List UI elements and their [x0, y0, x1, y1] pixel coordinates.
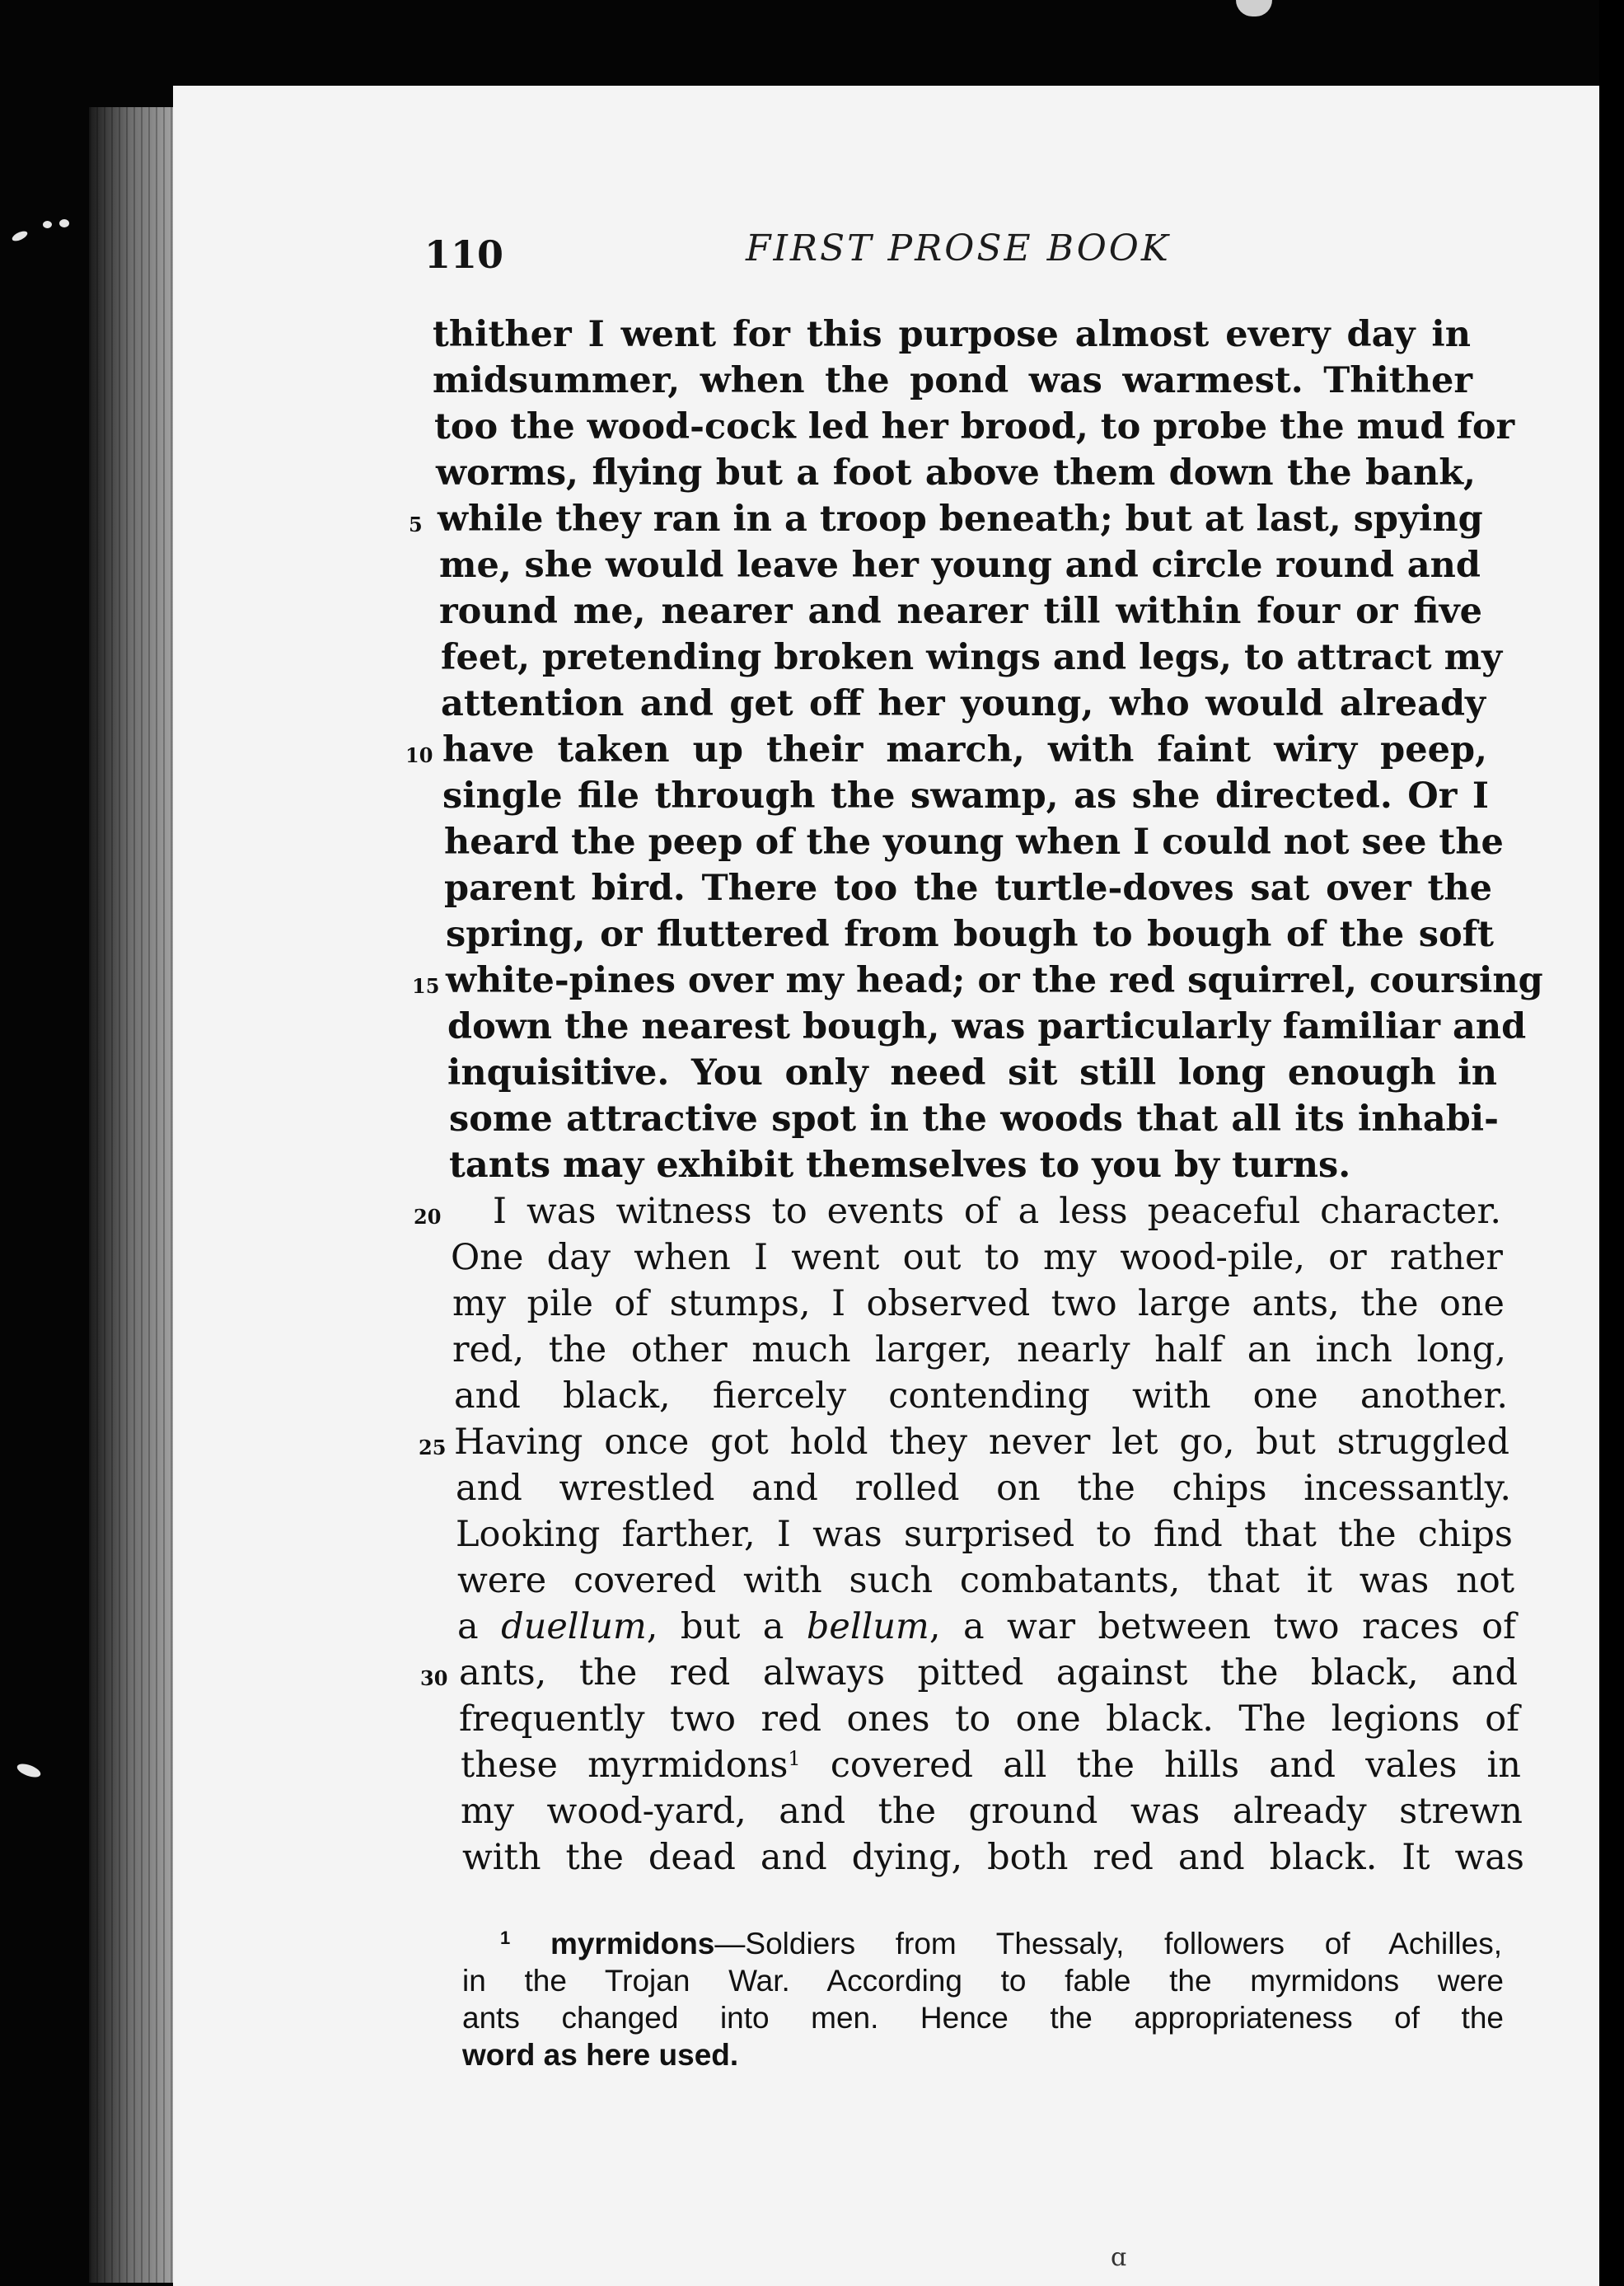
text-line: midsummer, when the pond was warmest. Thither: [433, 360, 1472, 401]
text-line: and wrestled and rolled on the chips incessantly.: [456, 1468, 1511, 1509]
italic-word-bellum: bellum: [806, 1606, 929, 1647]
text-line: my pile of stumps, I observed two large ants, the one: [452, 1283, 1505, 1324]
text-line: too the wood-cock led her brood, to probe the mud for: [434, 406, 1515, 447]
text-line: I was witness to events of a less peaceful character.: [493, 1191, 1501, 1232]
line-number: 5: [409, 513, 423, 536]
footnote-text: word as here used.: [462, 2038, 739, 2072]
text-line: thither I went for this purpose almost every day in: [433, 314, 1471, 355]
footnote-line: in the Trojan War. According to fable the myrmidons were: [462, 1964, 1504, 1998]
text-line: single file through the swamp, as she directed. Or I: [442, 775, 1489, 817]
text-line: while they ran in a troop beneath; but at last, spying: [438, 499, 1483, 540]
text-line: heard the peep of the young when I could not see the: [444, 822, 1504, 863]
text-span: a: [457, 1606, 502, 1647]
footnote-line: [462, 2040, 1504, 2070]
footnote-line: [500, 1928, 1502, 1959]
text-line: my wood-yard, and the ground was already strewn: [461, 1791, 1523, 1832]
text-line: have taken up their march, with faint wiry peep,: [442, 729, 1487, 771]
text-line: Having once got hold they never let go, but struggled: [454, 1422, 1509, 1463]
text-line: down the nearest bough, was particularly familiar and: [447, 1006, 1527, 1047]
text-line: ants, the red always pitted against the black, and: [459, 1652, 1518, 1693]
text-line: feet, pretending broken wings and legs, to attract my: [441, 637, 1503, 678]
text-line: tants may exhibit themselves to you by turns.: [449, 1145, 1351, 1186]
footnote-reference: 1: [788, 1747, 801, 1770]
footnote-text: —Soldiers from Thessaly, followers of Achilles,: [714, 1927, 1503, 1960]
bottom-scan-mark: ɑ: [1111, 2243, 1127, 2272]
text-span: , a war between two races of: [929, 1606, 1517, 1647]
text-line: with the dead and dying, both red and black. It was: [462, 1837, 1524, 1878]
text-line: round me, nearer and nearer till within four or five: [439, 591, 1482, 632]
text-line: frequently two red ones to one black. The legions of: [459, 1698, 1519, 1740]
text-line: inquisitive. You only need sit still long enough in: [447, 1052, 1497, 1094]
line-number: 20: [414, 1205, 442, 1229]
text-line: Looking farther, I was surprised to find that the chips: [456, 1514, 1513, 1555]
text-line: [457, 1606, 1517, 1647]
footnote-term: myrmidons: [550, 1927, 715, 1960]
italic-word-duellum: duellum: [501, 1606, 647, 1647]
text-line: red, the other much larger, nearly half an inch long,: [452, 1329, 1506, 1370]
line-number: 15: [412, 974, 440, 998]
text-line: attention and get off her young, who would already: [441, 683, 1486, 724]
text-line: parent bird. There too the turtle-doves sat over the: [444, 868, 1492, 909]
text-line: worms, flying but a foot above them down the bank,: [436, 452, 1476, 494]
footnote-line: ants changed into men. Hence the appropriateness of the: [462, 2001, 1504, 2035]
text-span: , but a: [646, 1606, 807, 1647]
text-line: and black, fiercely contending with one another.: [454, 1375, 1508, 1417]
text-line: [461, 1745, 1521, 1786]
text-line: were covered with such combatants, that it was not: [457, 1560, 1514, 1601]
text-line: white-pines over my head; or the red squirrel, coursing: [446, 960, 1543, 1001]
text-line: One day when I went out to my wood-pile, or rather: [451, 1237, 1503, 1278]
text-line: me, she would leave her young and circle round and: [439, 545, 1481, 586]
running-head: FIRST PROSE BOOK: [746, 227, 1171, 269]
line-number: 10: [405, 743, 433, 767]
text-span: these myrmidons: [461, 1745, 789, 1786]
footnote-marker: 1: [500, 1928, 511, 1948]
page-number: 110: [424, 232, 504, 277]
text-line: spring, or fluttered from bough to bough of the soft: [446, 914, 1494, 955]
line-number: 25: [419, 1436, 447, 1459]
text-line: some attractive spot in the woods that all its inhabi-: [449, 1098, 1499, 1140]
text-span: covered all the hills and vales in: [800, 1745, 1521, 1786]
line-number: 30: [420, 1666, 448, 1690]
